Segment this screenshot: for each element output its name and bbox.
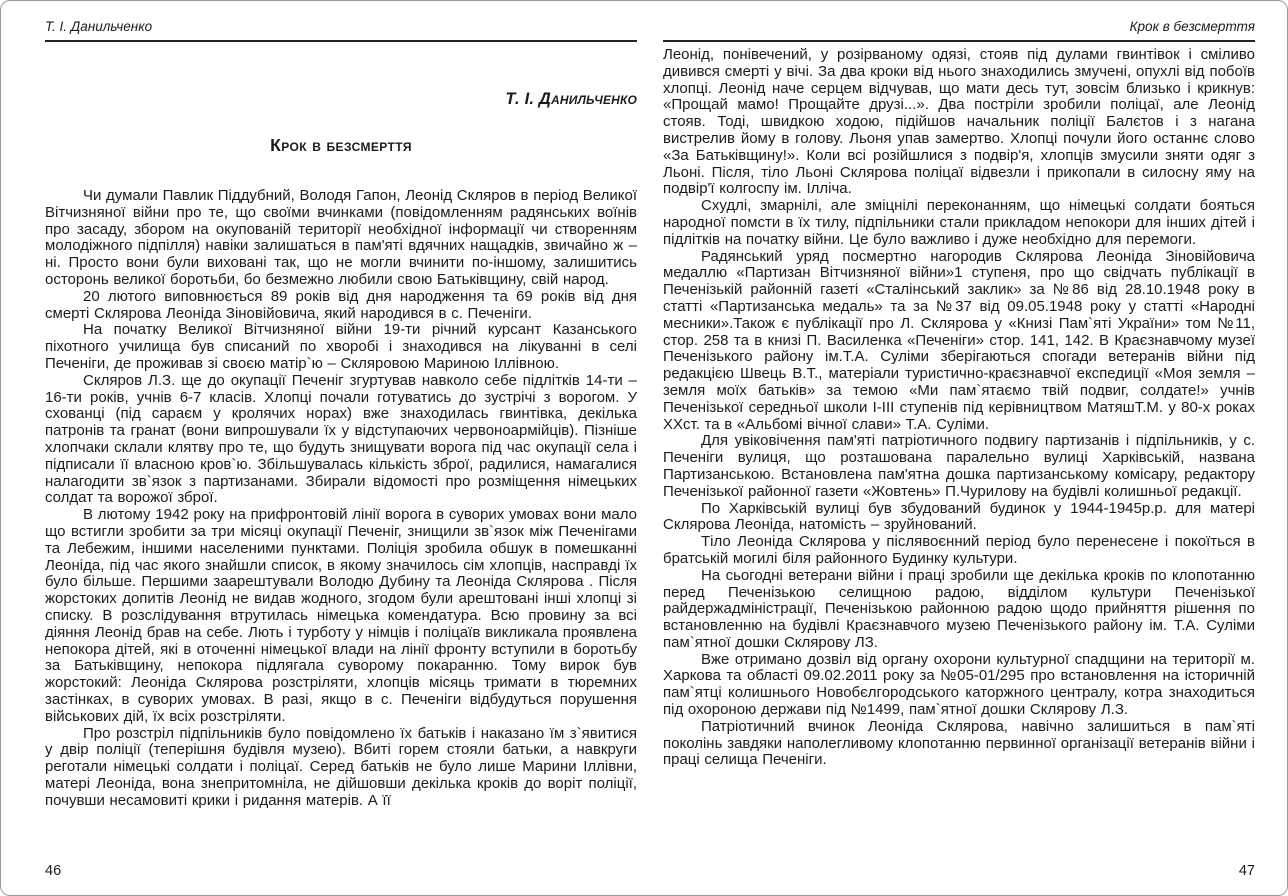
page-number-left: 46 <box>45 863 62 879</box>
page-left <box>1 1 637 895</box>
running-header-right <box>663 19 1255 42</box>
author-line: Т. І. Данильченко <box>505 90 637 108</box>
paragraph: В лютому 1942 року на прифронтовій лінії ворога в суворих умовах вони мало що встигли зробити за три місяці окупації Печеніг, знищили зв`язок між Печенігами та Лебежим, іншими населеними пунктами. Поліція зробила обшук в помешканні Леоніда, під час якого знайшли список, в якому значилось сім хлопців, насправді їх було більше. Першими заарештували Володю Дубину та Леоніда Склярова . Після жорстоких допитів Леонід не видав жодного, згодом були арештовані інші хлопці зі списку. В розслідування втрутилась німецька комендатура. Всю провину за всі діяння Леонід брав на себе. Лють і турботу у німців і поліцаїв викликала проявлена непокора дітей, які в оточенні німецької влади на лінії фронту вступили в боротьбу за Батьківщину, непокора підлягала суворому покаранню. Тому вирок був жорстокий: Леоніда Склярова розстріляти, хлопців місяць тримати в тюремних застінках, в суворих умовах. В разі, якщо в с. Печеніги відбудуться порушення військових дій, їх всіх розстріляти. <box>45 506 637 725</box>
paragraph: Скляров Л.З. ще до окупації Печеніг згуртував навколо себе підлітків 14-ти – 16-ти років, учнів 6-7 класів. Хлопці почали готуватись до зустрічі з ворогом. У схованці (під сараєм у кролячих норах) вже знаходилась гвинтівка, декілька патронів та гранат (вони випрошували їх у відступаючих червоноармійців). Пізніше хлопчаки склали клятву про те, що будуть знищувати ворога під час окупації села і підписали її власною кров`ю. Збільшувалась кількість зброї, радилися, намагалися налагодити зв`язок з партизанами. Збирали відомості про розміщення німецьких солдат та ворожої зброї. <box>45 371 637 507</box>
paragraph: Вже отримано дозвіл від органу охорони культурної спадщини на території м. Харкова та області 09.02.2011 року за №05-01/295 про встановлення на історичній пам`ятці колишнього Новобєлгородського каторжного централу, котра знаходиться під охороною держави під №1499, пам`ятної дошки Склярову Л.З. <box>663 650 1255 719</box>
running-header-right-text: Крок в безсмерття <box>1129 19 1255 34</box>
paragraph: Леонід, понівечений, у розірваному одязі, стояв під дулами гвинтівок і сміливо дивився смерті у вічі. За два кроки від нього знаходились змучені, опухлі від побоїв хлопці. Леонід наче серцем відчував, що мати десь тут, зовсім близько і крикнув: «Прощай мамо! Прощайте друзі...». Два постріли зробили поліцаї, але Леонід стояв. Тоді, швидкою ходою, підійшов начальник поліції Балєтов і з нагана вистрелив йому в голову. Льоня упав замертво. Хлопці почули його останнє слово «За Батьківщину!». Коли всі розійшлися з подвір'я, хлопців змусили зняти одяг з Льоні. Після, тіло Льоні Склярова поліцаї відвезли і прикопали в силосну яму на подвір'ї колгоспу ім. Ілліча. <box>663 46 1255 198</box>
paragraph: Для увіковічення пам'яті патріотичного подвигу партизанів і підпільників, у с. Печеніги вулиця, що розташована паралельно вулиці Харківській, названа Партизанською. Встановлена пам'ятна дошка партизанському комісару, редактору Печенізької районної газети «Жовтень» П.Чурилову на будівлі колишньої редакції. <box>663 432 1255 500</box>
running-header-left-text: Т. І. Данильченко <box>45 19 153 34</box>
paragraph: Радянський уряд посмертно нагородив Склярова Леоніда Зіновійовича медаллю «Партизан Вітчизняної війни»1 ступеня, про що свідчать публікації в Печенізькій районній газеті «Сталінський заклик» за №86 від 28.10.1948 року в статті «Партизанська медаль» та за №37 від 09.05.1948 року у статті «Народні месники».Також є публікації про Л. Склярова у «Книзі Пам`яті України» том №11, стор. 258 та в книзі П. Василенка «Печеніги» стор. 141, 142. В Краєзнавчому музеї Печенізького району ім.Т.А. Суліми зберігаються спогади ветеранів війни під редакцією Швець В.Т., матеріали туристично-краєзнавчої експедиції «Моя земля – земля моїх батьків» за темою «Ми пам`ятаємо твій подвиг, солдате!» учнів Печенізької середньої школи I-III ступенів під керівництвом МатяшТ.М. у 80-х роках ХХст. та в «Альбомі вічної слави» Т.А. Суліми. <box>663 247 1255 433</box>
page-right <box>637 1 1287 895</box>
article-body-right <box>663 47 1255 769</box>
article-title: Крок в безсмерття <box>270 135 412 155</box>
paragraph: Тіло Леоніда Склярова у післявоєнний період було перенесене і покоїться в братській могилі біля районного Будинку культури. <box>663 533 1255 567</box>
paragraph: Схудлі, змарнілі, але зміцнілі переконанням, що німецькі солдати бояться народної помсти в їх тилу, підпільники стали прикладом непокори для інших дітей і підлітків на початку війни. Це було важливо і дуже необхідно для перемоги. <box>663 197 1255 248</box>
paragraph: По Харківській вулиці був збудований будинок у 1944-1945р.р. для матері Склярова Леоніда, натомість – зруйнований. <box>663 499 1255 534</box>
page-number-right: 47 <box>1238 863 1255 879</box>
paragraph: На сьогодні ветерани війни і праці зробили ще декілька кроків по клопотанню перед Печенізькою селищною радою, відділом культури Печенізької райдержадміністрації, Печенізькою районною радою щодо прийняття рішення по встановленню на будівлі Краєзнавчого музею Печенізького району ім. Т.А. Суліми пам`ятної дошки Склярову ЛЗ. <box>663 566 1255 651</box>
paragraph: На початку Великої Вітчизняної війни 19-ти річний курсант Казанського піхотного училища був списаний по хворобі і знаходився на лікуванні в селі Печеніги, де проживав зі своєю матір`ю – Скляровою Мариною Іллівною. <box>45 321 637 372</box>
paragraph: Патріотичний вчинок Леоніда Склярова, навічно залишиться в пам`яті поколінь завдяки наполегливому клопотанню первинної організації ветеранів війни і праці селища Печеніги. <box>663 717 1255 769</box>
running-header-left <box>45 19 637 42</box>
paragraph: Про розстріл підпільників було повідомлено їх батьків і наказано їм з`явитися у двір поліції (теперішня будівля музею). Вбиті горем стояли батьки, а навкруги реготали німецькі солдати і поліцаї. Серед батьків не було лише Марини Іллівни, матері Леоніда, вона знепритомніла, не дійшовши декілька кроків до воріт поліції, почувши несамовиті крики і ридання матерів. А її <box>45 724 637 809</box>
paragraph: Чи думали Павлик Піддубний, Володя Гапон, Леонід Скляров в період Великої Вітчизняної війни про те, що своїми вчинками (повідомленням радянських воїнів про засаду, збором на окупованій території необхідної інформації чи створенням молодіжного підпілля) навіки залишаться в пам'яті вдячних нащадків, звичайно ж – ні. Просто вони були виховані так, що не могли вчинити по-іншому, залишитись осторонь великої боротьби, бо безмежно любили свою Батьківщину, свій народ. <box>45 187 637 288</box>
paragraph: 20 лютого виповнюється 89 років від дня народження та 69 років від дня смерті Склярова Леоніда Зіновійовича, який народився в с. Печеніги. <box>45 287 637 322</box>
article-body-left <box>45 188 637 809</box>
